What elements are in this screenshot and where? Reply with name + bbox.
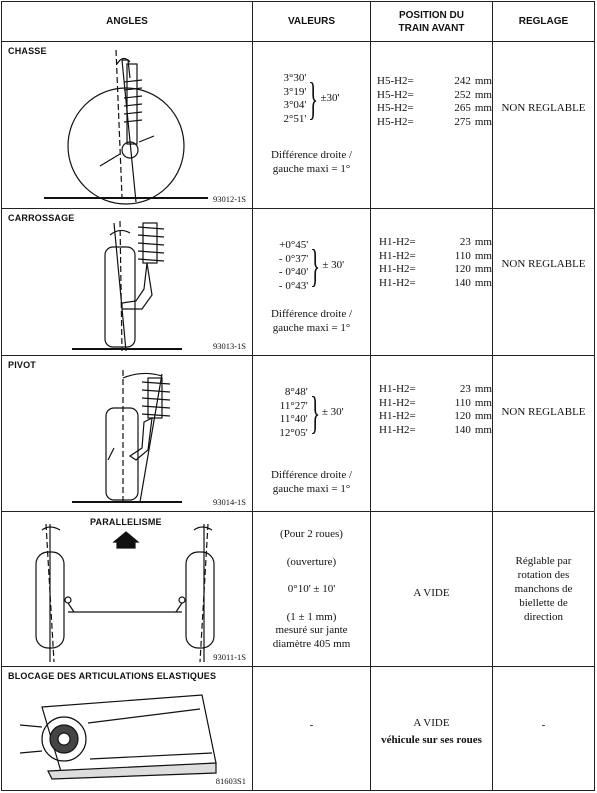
value-item: - 0°40' [278,266,309,278]
row-title: PARALLELISME [90,517,162,527]
figure-code: 93014-1S [212,497,246,507]
values-cell-pivot [253,356,371,512]
value-line: mesuré sur jante [275,624,348,636]
reglage-cell-parallelisme [493,512,595,667]
reglage-text: - [541,719,546,731]
camber-diagram [2,209,253,356]
figure-code: 93012-1S [212,194,246,204]
row-title: CARROSSAGE [8,213,75,223]
value-item: 3°30' [283,72,307,84]
values-cell-chasse [253,42,371,209]
values-cell-blocage [253,667,371,791]
position-line: H1-H2= 140 mm [379,423,492,436]
figure-code: 81603S1 [215,776,246,786]
position-line: H5-H2= 252 mm [377,88,492,101]
header-position [371,2,493,42]
brace-icon: } [310,240,321,291]
reglage-cell-pivot [493,356,595,512]
row-title: PIVOT [8,360,37,370]
position-line: H1-H2= 110 mm [379,249,492,262]
value-item: - 0°37' [278,252,309,265]
position-line: H1-H2= 23 mm [379,236,492,248]
values-cell-parallelisme [253,512,371,667]
position-line1: A VIDE [413,717,450,729]
value-line: (Pour 2 roues) [280,528,343,540]
diff-line: Différence droite / [270,469,353,481]
angle-cell-chasse [2,42,253,209]
row-carrossage [2,209,595,356]
position-line: H5-H2= 242 mm [377,75,492,87]
figure-code: 93013-1S [212,341,246,351]
reglage-text: NON REGLABLE [501,102,586,114]
reglage-line: rotation des [517,569,570,581]
angle-cell-carrossage [2,209,253,356]
value-text: - [309,719,314,731]
header-position-line1: POSITION DU [398,9,464,21]
position-cell-chasse [371,42,493,209]
diff-line: Différence droite / [270,149,353,161]
row-parallelisme [2,512,595,667]
diff-line: Différence droite / [270,308,353,320]
reglage-line: Réglable par [515,555,572,567]
alignment-spec-table [1,1,595,791]
header-reglage: REGLAGE [493,2,595,42]
position-line: H1-H2= 140 mm [379,276,492,289]
value-item: 12°05' [279,426,308,439]
position-line: H1-H2= 120 mm [379,263,492,275]
header-angles: ANGLES [2,2,253,42]
position-line: H1-H2= 23 mm [379,383,492,395]
value-item: 3°19' [283,85,307,98]
diff-line: gauche maxi = 1° [272,163,351,175]
reglage-text: NON REGLABLE [501,258,586,270]
value-item: 8°48' [284,386,308,398]
value-item: - 0°43' [278,279,309,292]
value-line: diamètre 405 mm [272,637,351,650]
reglage-cell-carrossage [493,209,595,356]
position-cell-carrossage [371,209,493,356]
toe-diagram [2,512,253,667]
header-position-line2: TRAIN AVANT [398,22,465,34]
row-chasse [2,42,595,209]
position-line: H5-H2= 265 mm [377,102,492,114]
position-text: A VIDE [413,587,450,599]
header-valeurs: VALEURS [253,2,371,42]
bushing-diagram [2,667,253,791]
header-row [2,2,595,42]
reglage-line: biellette de [519,597,568,609]
position-line: H5-H2= 275 mm [377,115,492,128]
reglage-cell-blocage [493,667,595,791]
row-blocage [2,667,595,791]
tolerance: ± 30' [322,259,345,272]
row-title: BLOCAGE DES ARTICULATIONS ELASTIQUES [8,671,217,681]
reglage-cell-chasse [493,42,595,209]
reglage-line: direction [523,611,564,623]
value-line: (ouverture) [286,555,337,568]
brace-icon: } [308,73,319,124]
value-item: 2°51' [283,112,307,125]
tolerance: ±30' [320,92,340,105]
position-line2: véhicule sur ses roues [381,734,482,746]
position-cell-pivot [371,356,493,512]
value-item: 11°40' [279,413,308,425]
reglage-line: manchons de [514,583,573,595]
value-item: +0°45' [279,239,309,251]
diff-line: gauche maxi = 1° [272,322,351,334]
kingpin-diagram [2,356,253,512]
angle-cell-blocage [2,667,253,791]
caster-diagram [2,42,253,209]
diff-line: gauche maxi = 1° [272,483,351,495]
value-line: (1 ± 1 mm) [286,610,337,623]
position-cell-blocage [371,667,493,791]
position-line: H1-H2= 110 mm [379,396,492,409]
value-item: 11°27' [279,399,308,412]
angle-cell-pivot [2,356,253,512]
row-pivot [2,356,595,512]
position-cell-parallelisme [371,512,493,667]
value-line: 0°10' ± 10' [287,583,336,595]
figure-code: 93011-1S [213,652,246,662]
row-title: CHASSE [8,46,47,56]
brace-icon: } [309,387,320,438]
values-cell-carrossage [253,209,371,356]
value-item: 3°04' [283,99,307,111]
angle-cell-parallelisme [2,512,253,667]
position-line: H1-H2= 120 mm [379,410,492,422]
reglage-text: NON REGLABLE [501,406,586,418]
tolerance: ± 30' [321,406,344,419]
